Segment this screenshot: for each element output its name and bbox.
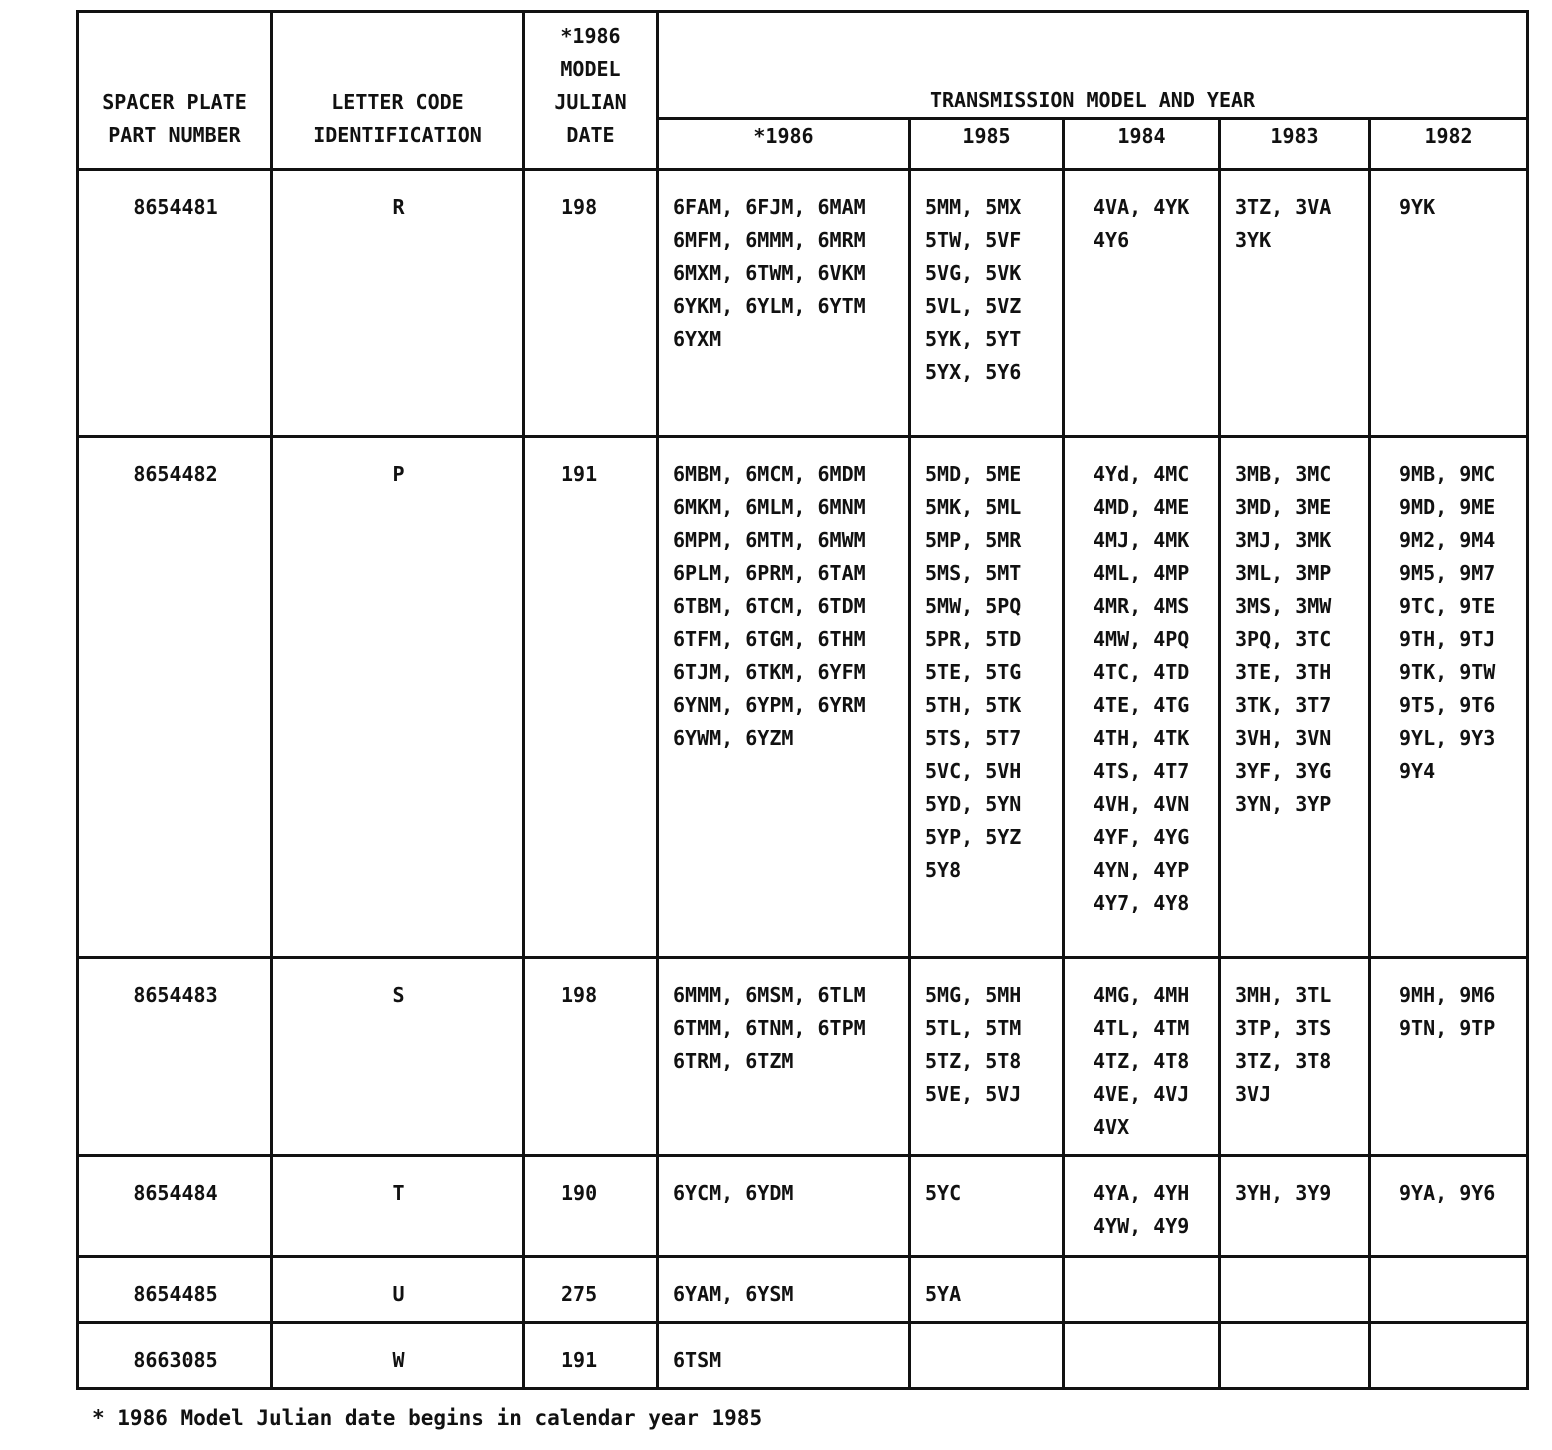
cell-julian-date: 190 bbox=[524, 1156, 658, 1257]
model-code-line: 4Y7, 4Y8 bbox=[1093, 891, 1190, 915]
cell-models-1986 bbox=[658, 1257, 910, 1323]
cell-part-number: 8663085 bbox=[78, 1323, 272, 1389]
header-julian-date bbox=[524, 12, 658, 170]
model-code-line: 3MJ, 3MK bbox=[1235, 528, 1332, 552]
model-code-line: 4TL, 4TM bbox=[1093, 1016, 1190, 1040]
cell-models-1984 bbox=[1064, 1156, 1220, 1257]
cell-models-1982 bbox=[1370, 170, 1528, 437]
model-code-line: 6MPM, 6MTM, 6MWM bbox=[673, 528, 866, 552]
model-code-line: 4MG, 4MH bbox=[1093, 983, 1190, 1007]
model-code-line: 5YX, 5Y6 bbox=[925, 360, 1022, 384]
model-code-line: 6TFM, 6TGM, 6THM bbox=[673, 627, 866, 651]
model-code-line: 4TE, 4TG bbox=[1093, 693, 1190, 717]
model-code-line: 5MD, 5ME bbox=[925, 462, 1022, 486]
cell-models-1985 bbox=[910, 958, 1064, 1156]
header-year-1983: 1983 bbox=[1220, 119, 1370, 170]
model-code-line: 5MG, 5MH bbox=[925, 983, 1022, 1007]
model-code-line: 3VJ bbox=[1235, 1082, 1272, 1106]
model-code-line: 4VE, 4VJ bbox=[1093, 1082, 1190, 1106]
model-code-line: 5TZ, 5T8 bbox=[925, 1049, 1022, 1073]
model-code-line: 6YNM, 6YPM, 6YRM bbox=[673, 693, 866, 717]
cell-models-1986 bbox=[658, 958, 910, 1156]
model-code-line: 6YKM, 6YLM, 6YTM bbox=[673, 294, 866, 318]
cell-part-number: 8654483 bbox=[78, 958, 272, 1156]
model-code-line: 9YA, 9Y6 bbox=[1399, 1181, 1496, 1205]
model-code-line: 4Yd, 4MC bbox=[1093, 462, 1190, 486]
header-letter-code-line-1: LETTER CODE bbox=[331, 90, 464, 114]
table-row bbox=[78, 958, 1528, 1156]
model-code-line: 6TRM, 6TZM bbox=[673, 1049, 794, 1073]
model-code-line: 6YAM, 6YSM bbox=[673, 1282, 794, 1306]
table-body bbox=[78, 170, 1528, 1389]
header-part-number-line-2: PART NUMBER bbox=[108, 123, 241, 147]
cell-letter-code: P bbox=[272, 437, 524, 958]
model-code-line: 3YK bbox=[1235, 228, 1272, 252]
model-code-line: 4TS, 4T7 bbox=[1093, 759, 1190, 783]
model-code-line: 9TK, 9TW bbox=[1399, 660, 1496, 684]
header-part-number bbox=[78, 12, 272, 170]
cell-letter-code: R bbox=[272, 170, 524, 437]
cell-part-number: 8654481 bbox=[78, 170, 272, 437]
table-row bbox=[78, 1257, 1528, 1323]
model-code-line: 5YD, 5YN bbox=[925, 792, 1022, 816]
model-code-line: 6FAM, 6FJM, 6MAM bbox=[673, 195, 866, 219]
model-code-line: 5MP, 5MR bbox=[925, 528, 1022, 552]
model-code-line: 5Y8 bbox=[925, 858, 962, 882]
model-code-line: 4YW, 4Y9 bbox=[1093, 1214, 1190, 1238]
model-code-line: 3MH, 3TL bbox=[1235, 983, 1332, 1007]
model-code-line: 3YN, 3YP bbox=[1235, 792, 1332, 816]
model-code-line: 4ML, 4MP bbox=[1093, 561, 1190, 585]
cell-models-1983 bbox=[1220, 1257, 1370, 1323]
header-julian-date-line-4: DATE bbox=[566, 123, 615, 147]
model-code-line: 4YA, 4YH bbox=[1093, 1181, 1190, 1205]
model-code-line: 6MBM, 6MCM, 6MDM bbox=[673, 462, 866, 486]
footnote: * 1986 Model Julian date begins in calendar year 1985 bbox=[92, 1406, 763, 1430]
cell-models-1986 bbox=[658, 1156, 910, 1257]
cell-models-1984 bbox=[1064, 437, 1220, 958]
model-code-line: 3YH, 3Y9 bbox=[1235, 1181, 1332, 1205]
model-code-line: 3YF, 3YG bbox=[1235, 759, 1332, 783]
spacer-plate-table bbox=[76, 10, 1529, 1390]
cell-models-1983 bbox=[1220, 1323, 1370, 1389]
cell-models-1983 bbox=[1220, 1156, 1370, 1257]
model-code-line: 3ML, 3MP bbox=[1235, 561, 1332, 585]
model-code-line: 6YCM, 6YDM bbox=[673, 1181, 794, 1205]
model-code-line: 3TZ, 3VA bbox=[1235, 195, 1332, 219]
model-code-line: 4Y6 bbox=[1093, 228, 1130, 252]
model-code-line: 6YXM bbox=[673, 327, 722, 351]
model-code-line: 4TC, 4TD bbox=[1093, 660, 1190, 684]
cell-julian-date: 275 bbox=[524, 1257, 658, 1323]
model-code-line: 5VC, 5VH bbox=[925, 759, 1022, 783]
cell-part-number: 8654482 bbox=[78, 437, 272, 958]
model-code-line: 9TN, 9TP bbox=[1399, 1016, 1496, 1040]
cell-models-1984 bbox=[1064, 1323, 1220, 1389]
model-code-line: 3PQ, 3TC bbox=[1235, 627, 1332, 651]
cell-letter-code: U bbox=[272, 1257, 524, 1323]
model-code-line: 5VE, 5VJ bbox=[925, 1082, 1022, 1106]
model-code-line: 6TJM, 6TKM, 6YFM bbox=[673, 660, 866, 684]
model-code-line: 6TSM bbox=[673, 1348, 722, 1372]
model-code-line: 5YK, 5YT bbox=[925, 327, 1022, 351]
model-code-line: 3TK, 3T7 bbox=[1235, 693, 1332, 717]
cell-models-1986 bbox=[658, 1323, 910, 1389]
header-julian-date-line-1: *1986 bbox=[560, 24, 621, 48]
model-code-line: 6TBM, 6TCM, 6TDM bbox=[673, 594, 866, 618]
model-code-line: 4TZ, 4T8 bbox=[1093, 1049, 1190, 1073]
model-code-line: 4MR, 4MS bbox=[1093, 594, 1190, 618]
cell-models-1983 bbox=[1220, 437, 1370, 958]
cell-models-1986 bbox=[658, 170, 910, 437]
model-code-line: 6MXM, 6TWM, 6VKM bbox=[673, 261, 866, 285]
cell-models-1984 bbox=[1064, 958, 1220, 1156]
header-transmission: TRANSMISSION MODEL AND YEAR bbox=[658, 12, 1528, 119]
model-code-line: 3TZ, 3T8 bbox=[1235, 1049, 1332, 1073]
spacer-plate-table-container bbox=[76, 10, 1526, 1390]
cell-julian-date: 198 bbox=[524, 958, 658, 1156]
model-code-line: 5TS, 5T7 bbox=[925, 726, 1022, 750]
model-code-line: 3VH, 3VN bbox=[1235, 726, 1332, 750]
model-code-line: 3MS, 3MW bbox=[1235, 594, 1332, 618]
model-code-line: 9MD, 9ME bbox=[1399, 495, 1496, 519]
model-code-line: 5TL, 5TM bbox=[925, 1016, 1022, 1040]
model-code-line: 9M5, 9M7 bbox=[1399, 561, 1496, 585]
cell-models-1982 bbox=[1370, 1257, 1528, 1323]
model-code-line: 4VH, 4VN bbox=[1093, 792, 1190, 816]
model-code-line: 5VG, 5VK bbox=[925, 261, 1022, 285]
model-code-line: 9M2, 9M4 bbox=[1399, 528, 1496, 552]
model-code-line: 4MW, 4PQ bbox=[1093, 627, 1190, 651]
model-code-line: 9YL, 9Y3 bbox=[1399, 726, 1496, 750]
model-code-line: 4MD, 4ME bbox=[1093, 495, 1190, 519]
cell-models-1985 bbox=[910, 170, 1064, 437]
model-code-line: 6TMM, 6TNM, 6TPM bbox=[673, 1016, 866, 1040]
model-code-line: 9TH, 9TJ bbox=[1399, 627, 1496, 651]
cell-models-1983 bbox=[1220, 170, 1370, 437]
model-code-line: 3TE, 3TH bbox=[1235, 660, 1332, 684]
model-code-line: 4VA, 4YK bbox=[1093, 195, 1190, 219]
cell-letter-code: T bbox=[272, 1156, 524, 1257]
cell-part-number: 8654484 bbox=[78, 1156, 272, 1257]
cell-models-1985 bbox=[910, 1257, 1064, 1323]
model-code-line: 5MK, 5ML bbox=[925, 495, 1022, 519]
cell-models-1984 bbox=[1064, 170, 1220, 437]
header-julian-date-line-3: JULIAN bbox=[554, 90, 627, 114]
model-code-line: 6MFM, 6MMM, 6MRM bbox=[673, 228, 866, 252]
model-code-line: 9Y4 bbox=[1399, 759, 1436, 783]
model-code-line: 9MB, 9MC bbox=[1399, 462, 1496, 486]
model-code-line: 6MKM, 6MLM, 6MNM bbox=[673, 495, 866, 519]
cell-letter-code: S bbox=[272, 958, 524, 1156]
model-code-line: 6MMM, 6MSM, 6TLM bbox=[673, 983, 866, 1007]
cell-models-1985 bbox=[910, 1156, 1064, 1257]
cell-models-1982 bbox=[1370, 437, 1528, 958]
model-code-line: 4TH, 4TK bbox=[1093, 726, 1190, 750]
model-code-line: 9MH, 9M6 bbox=[1399, 983, 1496, 1007]
header-year-1982: 1982 bbox=[1370, 119, 1528, 170]
model-code-line: 5VL, 5VZ bbox=[925, 294, 1022, 318]
model-code-line: 4YF, 4YG bbox=[1093, 825, 1190, 849]
model-code-line: 4MJ, 4MK bbox=[1093, 528, 1190, 552]
model-code-line: 5YC bbox=[925, 1181, 962, 1205]
cell-models-1984 bbox=[1064, 1257, 1220, 1323]
model-code-line: 5YA bbox=[925, 1282, 962, 1306]
table-header bbox=[78, 12, 1528, 170]
cell-models-1982 bbox=[1370, 1156, 1528, 1257]
model-code-line: 5MM, 5MX bbox=[925, 195, 1022, 219]
table-row bbox=[78, 437, 1528, 958]
model-code-line: 5MW, 5PQ bbox=[925, 594, 1022, 618]
header-julian-date-line-2: MODEL bbox=[560, 57, 621, 81]
header-year-1984: 1984 bbox=[1064, 119, 1220, 170]
model-code-line: 9T5, 9T6 bbox=[1399, 693, 1496, 717]
header-year-1985: 1985 bbox=[910, 119, 1064, 170]
cell-julian-date: 198 bbox=[524, 170, 658, 437]
model-code-line: 3MB, 3MC bbox=[1235, 462, 1332, 486]
header-year-1986: *1986 bbox=[658, 119, 910, 170]
model-code-line: 4YN, 4YP bbox=[1093, 858, 1190, 882]
model-code-line: 9YK bbox=[1399, 195, 1436, 219]
cell-letter-code: W bbox=[272, 1323, 524, 1389]
table-row bbox=[78, 170, 1528, 437]
cell-models-1986 bbox=[658, 437, 910, 958]
header-part-number-line-1: SPACER PLATE bbox=[102, 90, 247, 114]
header-row-1 bbox=[78, 12, 1528, 119]
table-row bbox=[78, 1156, 1528, 1257]
cell-models-1982 bbox=[1370, 958, 1528, 1156]
model-code-line: 5TW, 5VF bbox=[925, 228, 1022, 252]
model-code-line: 6PLM, 6PRM, 6TAM bbox=[673, 561, 866, 585]
model-code-line: 3MD, 3ME bbox=[1235, 495, 1332, 519]
cell-models-1983 bbox=[1220, 958, 1370, 1156]
cell-julian-date: 191 bbox=[524, 1323, 658, 1389]
table-row bbox=[78, 1323, 1528, 1389]
cell-part-number: 8654485 bbox=[78, 1257, 272, 1323]
model-code-line: 5TE, 5TG bbox=[925, 660, 1022, 684]
header-letter-code-line-2: IDENTIFICATION bbox=[313, 123, 482, 147]
model-code-line: 4VX bbox=[1093, 1115, 1130, 1139]
model-code-line: 9TC, 9TE bbox=[1399, 594, 1496, 618]
model-code-line: 5TH, 5TK bbox=[925, 693, 1022, 717]
model-code-line: 3TP, 3TS bbox=[1235, 1016, 1332, 1040]
header-letter-code bbox=[272, 12, 524, 170]
model-code-line: 6YWM, 6YZM bbox=[673, 726, 794, 750]
model-code-line: 5PR, 5TD bbox=[925, 627, 1022, 651]
cell-julian-date: 191 bbox=[524, 437, 658, 958]
cell-models-1982 bbox=[1370, 1323, 1528, 1389]
model-code-line: 5YP, 5YZ bbox=[925, 825, 1022, 849]
cell-models-1985 bbox=[910, 1323, 1064, 1389]
cell-models-1985 bbox=[910, 437, 1064, 958]
model-code-line: 5MS, 5MT bbox=[925, 561, 1022, 585]
